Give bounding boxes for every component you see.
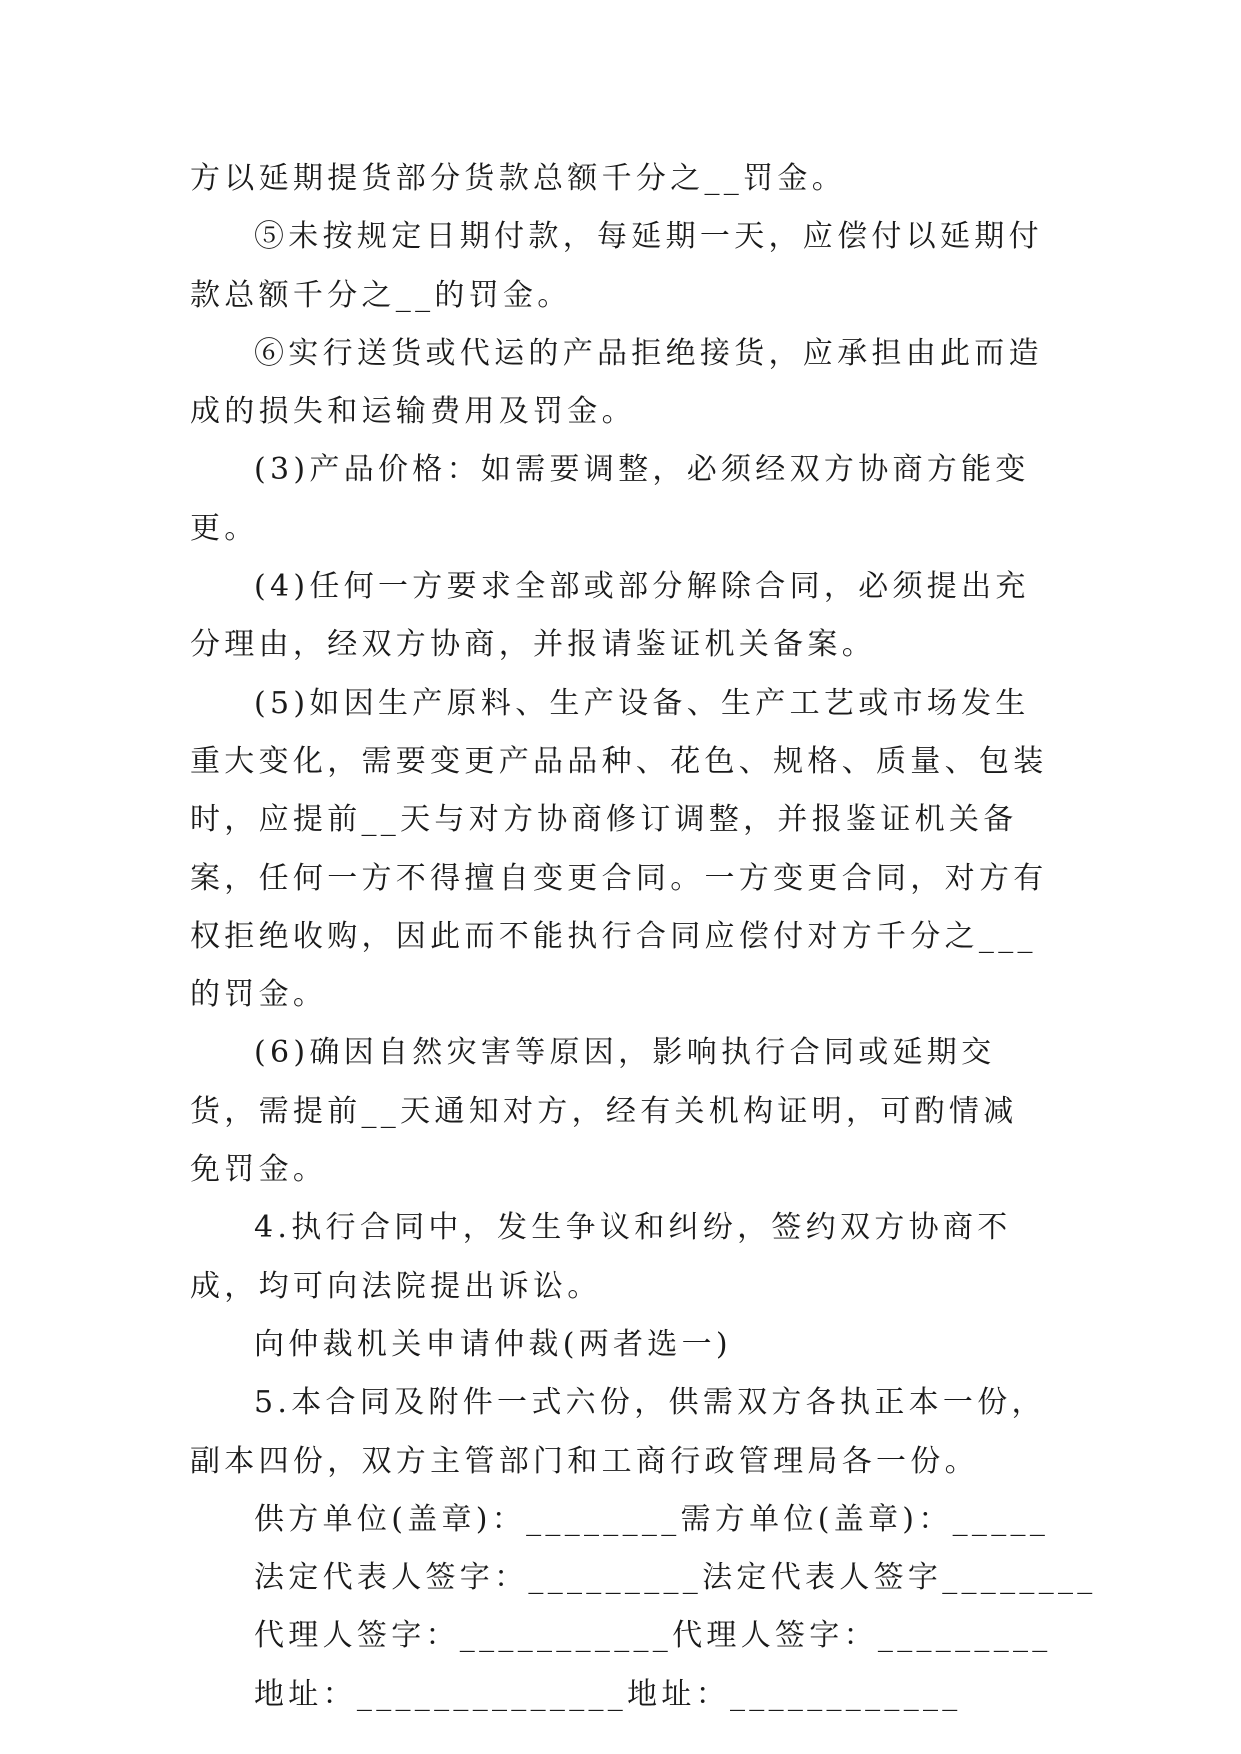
signature-line-unit: 供方单位(盖章)：________需方单位(盖章)：_____ xyxy=(254,1501,1050,1537)
paragraph-refuse-delivery: ⑥实行送货或代运的产品拒绝接货，应承担由此而造成的损失和运输费用及罚金。 xyxy=(190,335,1043,430)
paragraph-dispute-resolution: 4.执行合同中，发生争议和纠纷，签约双方协商不成，均可向法院提出诉讼。 xyxy=(190,1210,1012,1304)
paragraph-penalty-delay-pickup: 方以延期提货部分货款总额千分之__罚金。 xyxy=(190,161,846,196)
signature-line-legal-rep: 法定代表人签字：_________法定代表人签字________ xyxy=(254,1560,1097,1596)
signature-line-agent: 代理人签字：___________代理人签字：_________ xyxy=(254,1618,1052,1654)
paragraph-arbitration: 向仲裁机关申请仲裁(两者选一) xyxy=(254,1326,732,1362)
paragraph-force-majeure: (6)确因自然灾害等原因，影响执行合同或延期交货，需提前__天通知对方，经有关机构证明，可酌情减免罚金。 xyxy=(190,1035,1018,1188)
document-page xyxy=(190,150,1097,1724)
paragraph-penalty-late-payment: ⑤未按规定日期付款，每延期一天，应偿付以延期付款总额千分之__的罚金。 xyxy=(190,219,1043,313)
paragraph-contract-change: (5)如因生产原料、生产设备、生产工艺或市场发生重大变化，需要变更产品品种、花色、规格、质量、包装时，应提前__天与对方协商修订调整，并报鉴证机关备案，任何一方不得擅自变更合同。一方变更合同，对方有权拒绝收购，因此而不能执行合同应偿付对方千分之___的罚金。 xyxy=(190,685,1048,1013)
paragraph-product-price: (3)产品价格：如需要调整，必须经双方协商方能变更。 xyxy=(190,452,1030,546)
paragraph-contract-termination: (4)任何一方要求全部或部分解除合同，必须提出充分理由，经双方协商，并报请鉴证机关备案。 xyxy=(190,569,1030,663)
signature-line-address: 地址：______________地址：____________ xyxy=(254,1676,962,1712)
paragraph-copies: 5.本合同及附件一式六份，供需双方各执正本一份，副本四份，双方主管部门和工商行政管理局各一份。 xyxy=(190,1385,1046,1479)
